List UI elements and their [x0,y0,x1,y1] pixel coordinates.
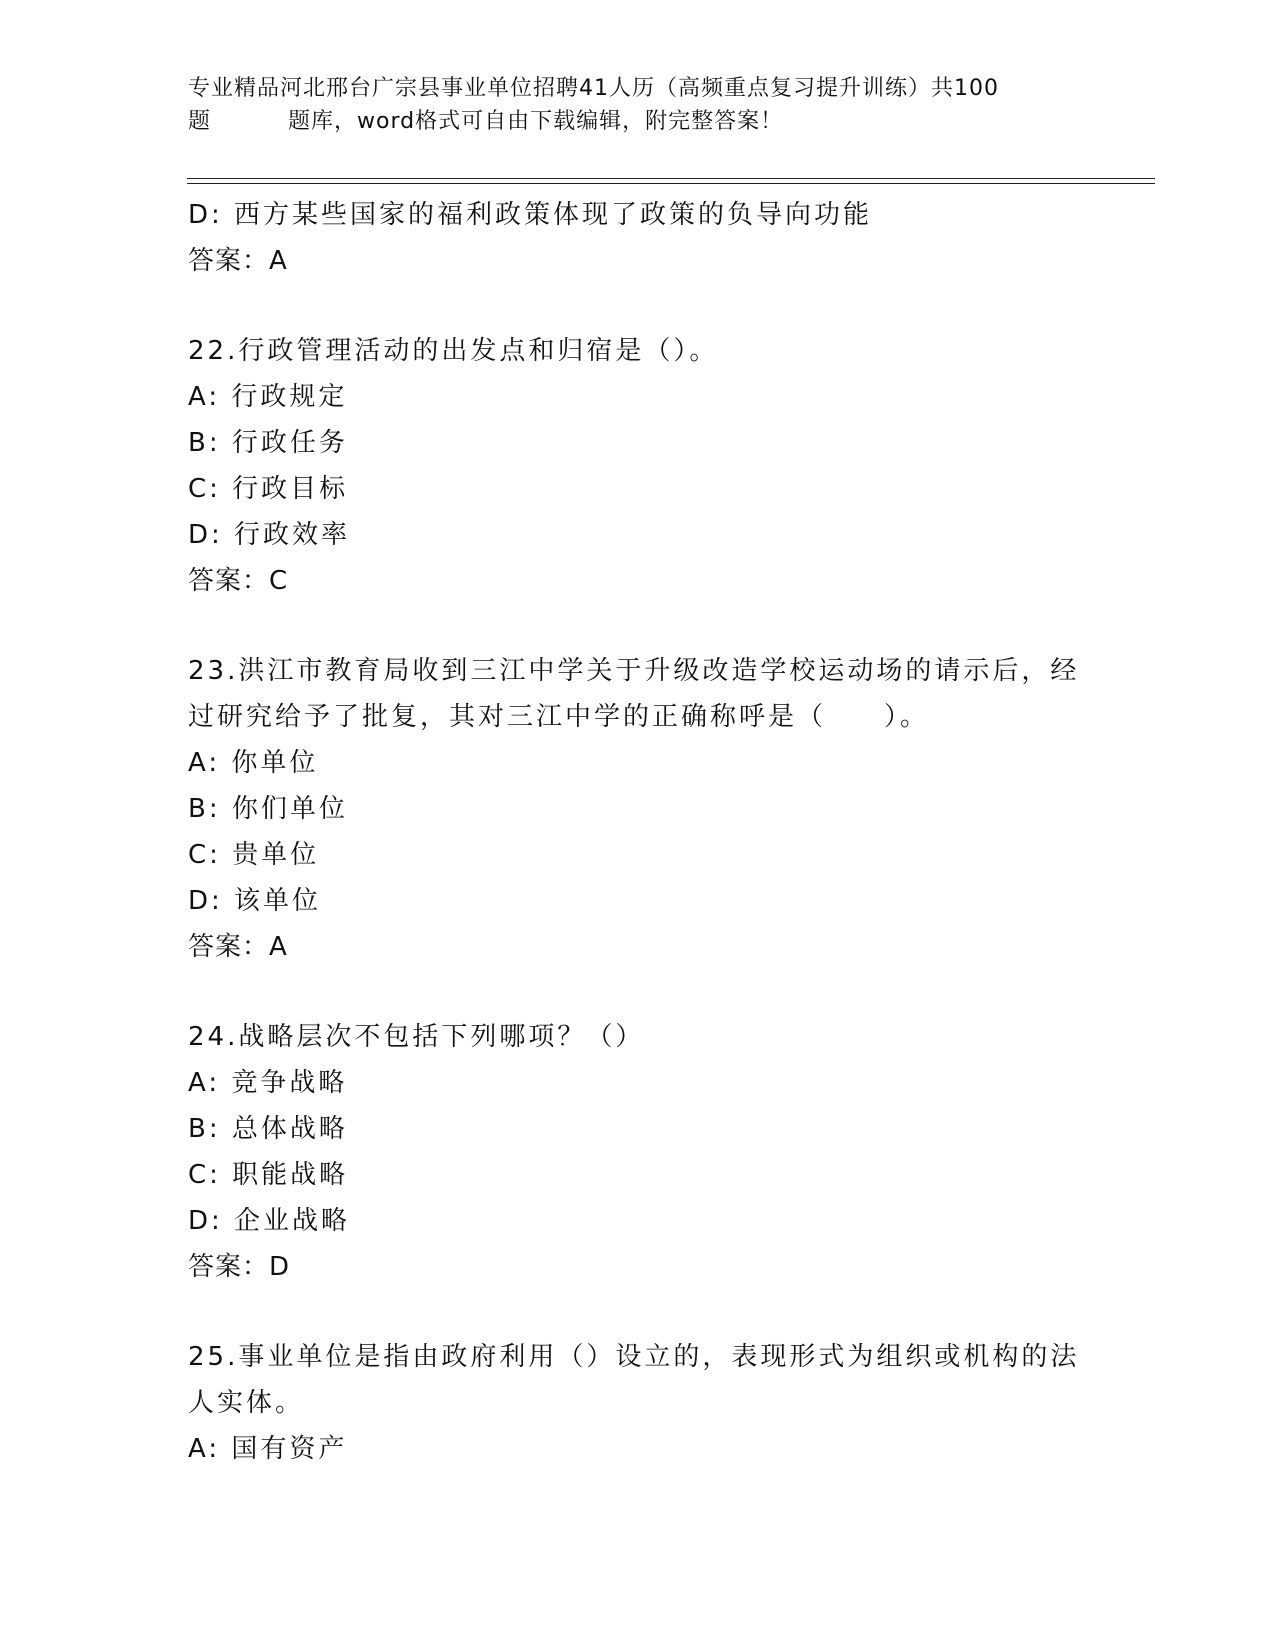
header-title-rest: 题库，word格式可自由下载编辑，附完整答案！ [288,109,784,134]
q22-question: 22.行政管理活动的出发点和归宿是（）。 [188,336,719,366]
q23-option-c: C: 贵单位 [188,840,320,870]
q22-answer: 答案：C [188,566,289,596]
header-divider-top [187,178,1155,179]
prev-option-d: D: 西方某些国家的福利政策体现了政策的负导向功能 [188,200,873,230]
prev-answer: 答案：A [188,246,288,276]
q22-option-b: B: 行政任务 [188,428,348,458]
q24-option-b: B: 总体战略 [188,1114,348,1144]
spacer [188,284,1088,328]
q23-option-b: B: 你们单位 [188,794,348,824]
header-title-line1: 专业精品河北邢台广宗县事业单位招聘41人历（高频重点复习提升训练）共100 [188,76,999,101]
q23-option-a: A: 你单位 [188,748,319,778]
q23-option-d: D: 该单位 [188,886,322,916]
q24-option-a: A: 竞争战略 [188,1068,348,1098]
q25-question-line2: 人实体。 [188,1388,305,1418]
spacer [188,1290,1088,1334]
spacer [188,604,1088,648]
q25-question-line1: 25.事业单位是指由政府利用（）设立的，表现形式为组织或机构的法 [188,1342,1080,1372]
q22-option-a: A: 行政规定 [188,382,348,412]
q24-answer: 答案：D [188,1252,291,1282]
q24-option-c: C: 职能战略 [188,1160,349,1190]
header-divider-bottom [187,183,1155,184]
q22-option-d: D: 行政效率 [188,520,351,550]
header-title-line2 [188,105,1068,138]
q25-option-a: A: 国有资产 [188,1434,348,1464]
q23-answer: 答案：A [188,932,288,962]
q24-option-d: D: 企业战略 [188,1206,351,1236]
q23-question-line2: 过研究给予了批复，其对三江中学的正确称呼是（ ）。 [188,702,930,732]
question-list [188,192,1088,1472]
q22-option-c: C: 行政目标 [188,474,349,504]
spacer [188,970,1088,1014]
q23-question-line1: 23.洪江市教育局收到三江中学关于升级改造学校运动场的请示后，经 [188,656,1080,686]
q24-question: 24.战略层次不包括下列哪项？（） [188,1022,645,1052]
document-header [188,72,1068,138]
header-title-fragment: 题 [188,109,212,134]
